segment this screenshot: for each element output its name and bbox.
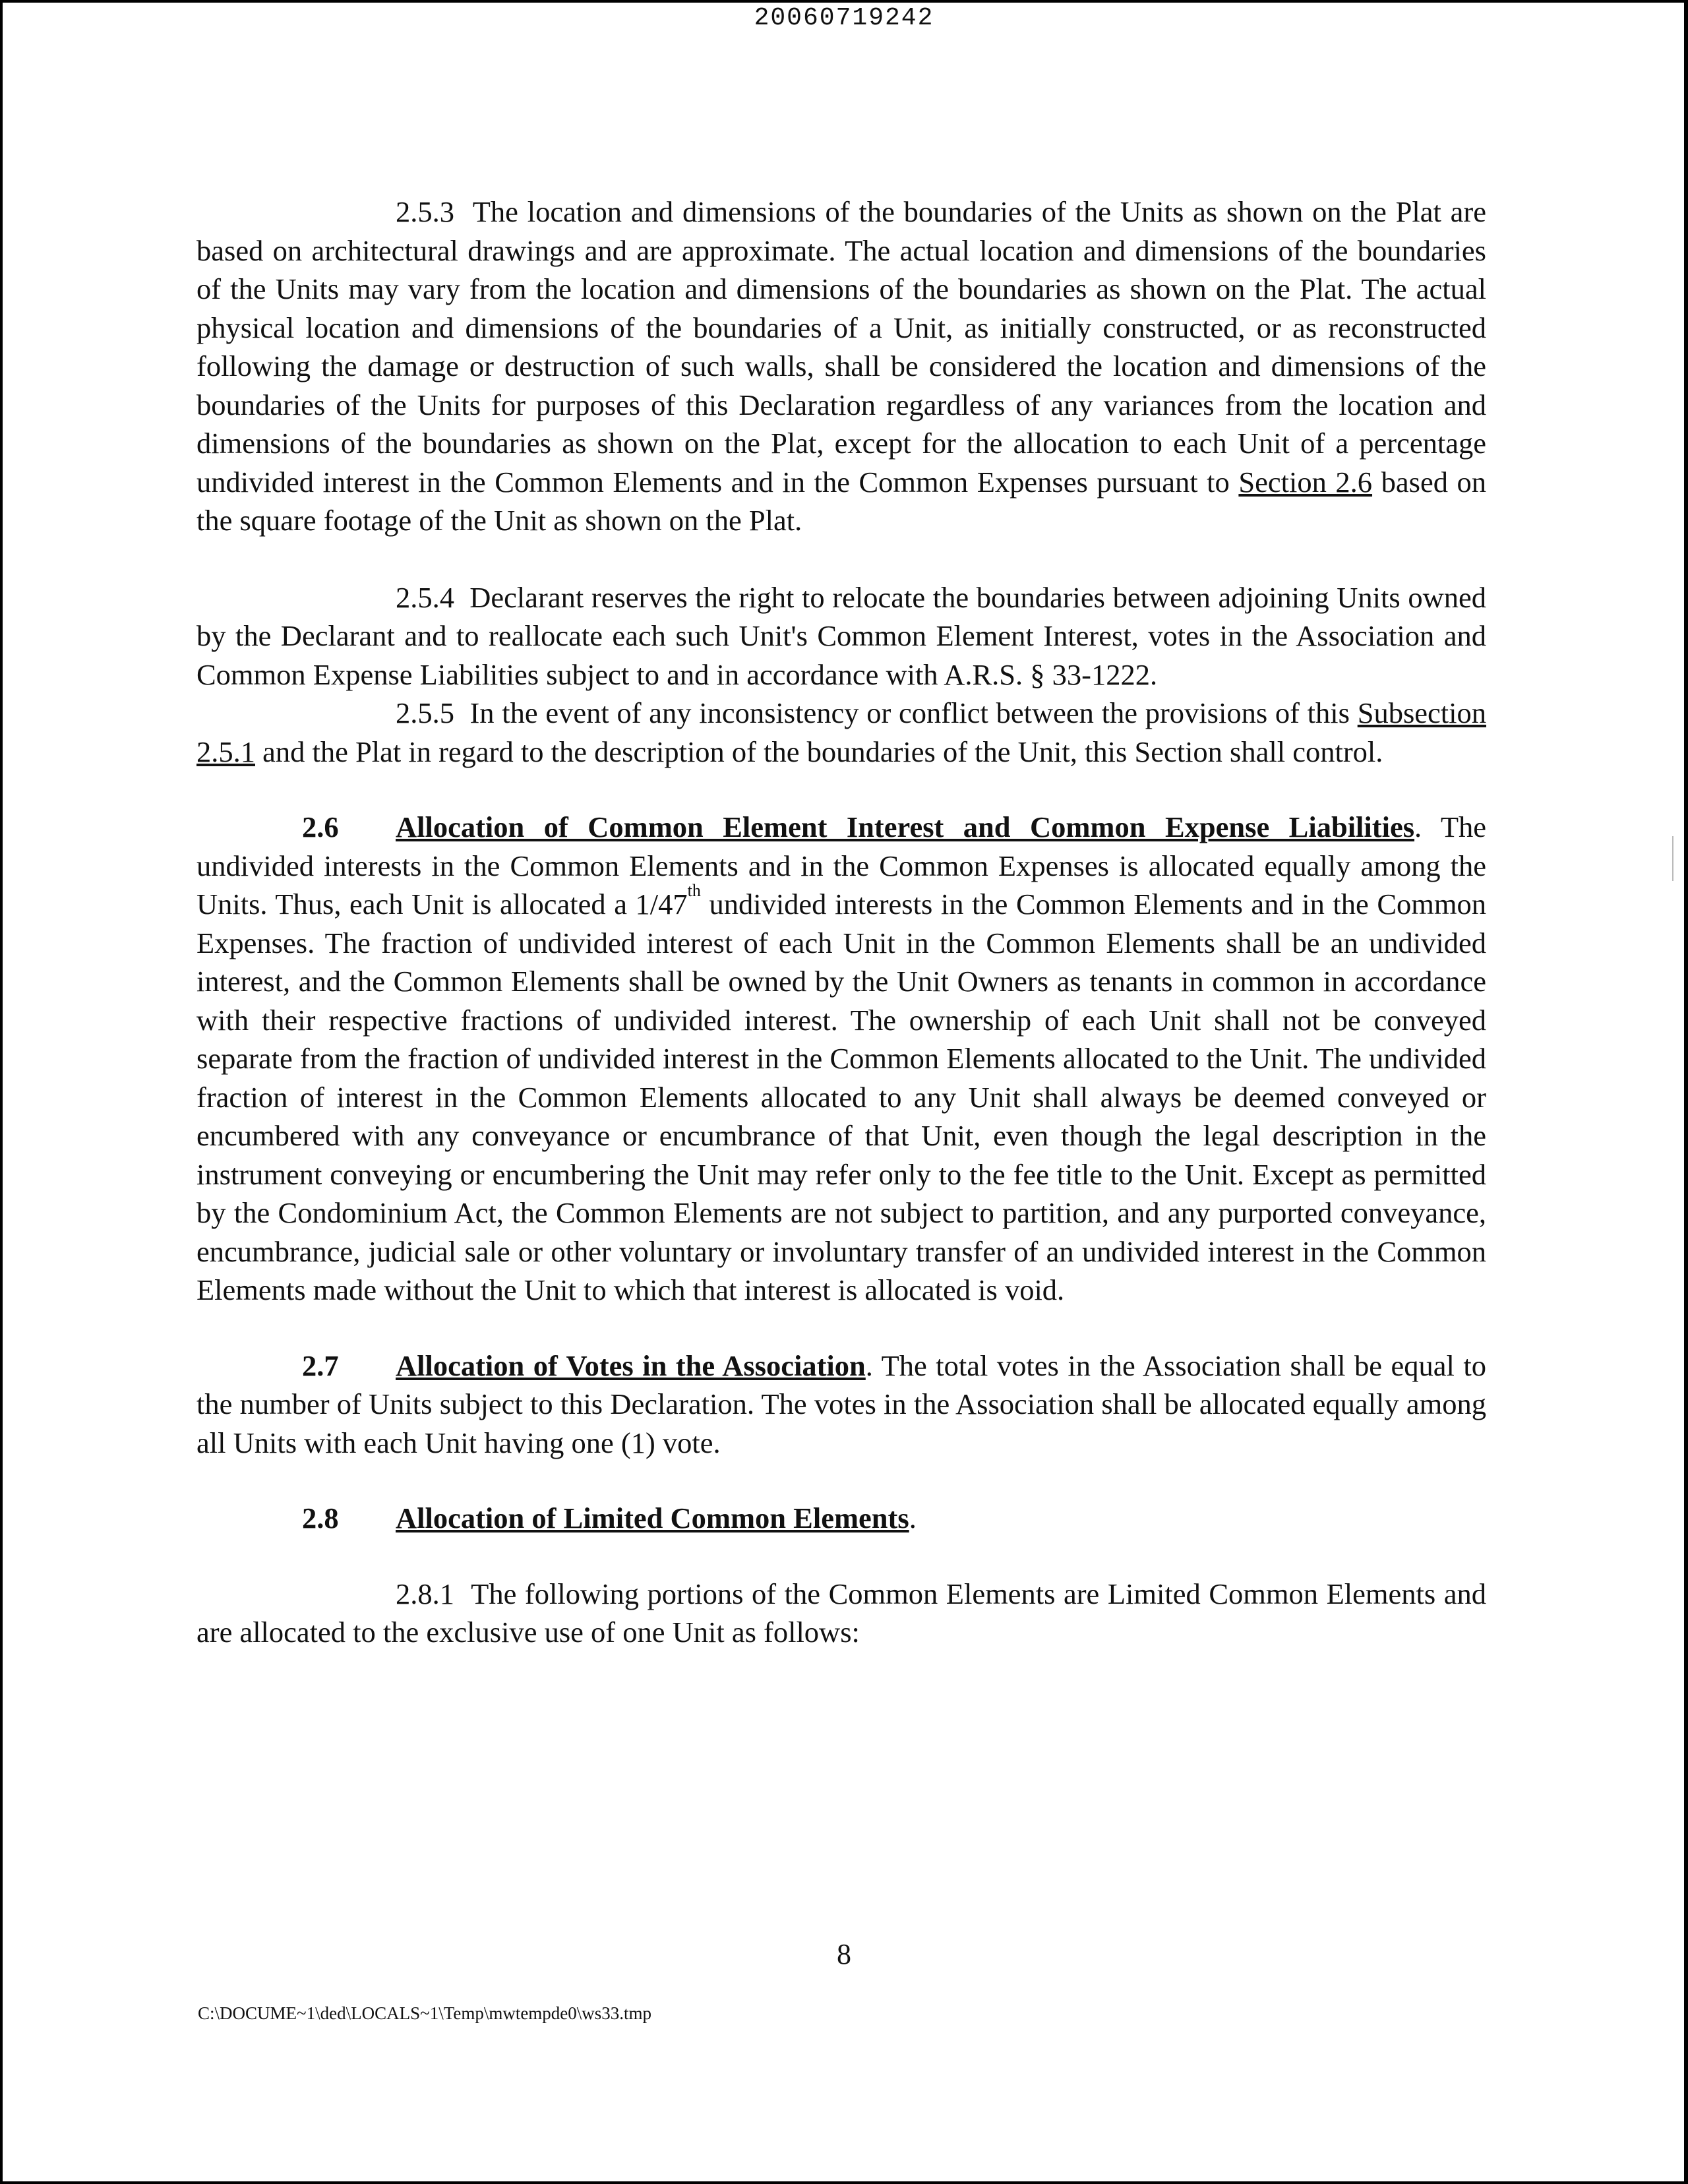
- paragraph-2-5-5: [196, 694, 1486, 771]
- heading-period: .: [1414, 810, 1422, 843]
- cross-reference-section-2-6: Section 2.6: [1238, 465, 1373, 499]
- section-number: 2.7: [302, 1349, 339, 1382]
- file-path-footer: C:\DOCUME~1\ded\LOCALS~1\Temp\mwtempde0\ws33.tmp: [198, 2003, 652, 2023]
- cross-reference-subsection-2-5-1: Subsection 2.5.1: [196, 696, 1487, 768]
- scan-border-left: [0, 0, 3, 2184]
- section-heading: Allocation of Limited Common Elements: [396, 1502, 909, 1534]
- paragraph-2-8-1: [196, 1575, 1486, 1652]
- section-number: 2.5.5: [396, 696, 454, 729]
- document-body: [196, 193, 1486, 1652]
- section-heading: Allocation of Common Element Interest and Common Expense Liabilities: [396, 810, 1415, 843]
- superscript-th: th: [687, 881, 701, 900]
- paragraph-2-7: [196, 1347, 1486, 1463]
- scan-edge-mark: [1672, 836, 1673, 881]
- section-number: 2.8: [302, 1502, 339, 1534]
- paragraph-2-8: [196, 1499, 1486, 1538]
- paragraph-2-6: [196, 808, 1486, 1310]
- paragraph-text: The total votes in the Association shall be equal to the number of Units subject to this Declaration. The votes in the Association shall be allocated equally among all Units with each Unit having one (1) vote.: [196, 1349, 1486, 1459]
- paragraph-text: The following portions of the Common Elements are Limited Common Elements and are allocated to the exclusive use of one Unit as follows:: [196, 1577, 1486, 1649]
- page-number: 8: [837, 1938, 851, 1970]
- section-number: 2.5.3: [396, 195, 454, 228]
- scan-border-bottom: [0, 2181, 1688, 2184]
- paragraph-2-5-4: [196, 578, 1486, 694]
- heading-period: .: [909, 1502, 917, 1534]
- paragraph-text: undivided interests in the Common Elements and in the Common Expenses. The fraction of undivided interest of each Unit in the Common Elements shall be an undivided interest, and the Common Elements shall be owned by the Unit Owners as tenants in common in accordance with their respective fractions of undivided interest. The ownership of each Unit shall not be conveyed separate from the fraction of undivided interest in the Common Elements allocated to the Unit. The undivided fraction of interest in the Common Elements allocated to any Unit shall always be deemed conveyed or encumbered with any conveyance or encumbrance of that Unit, even though the legal description in the instrument conveying or encumbering the Unit may refer only to the fee title to the Unit. Except as permitted by the Condominium Act, the Common Elements are not subject to partition, and any purported conveyance, encumbrance, judicial sale or other voluntary or involuntary transfer of an undivided interest in the Common Elements made without the Unit to which that interest is allocated is void.: [196, 888, 1486, 1306]
- document-number: 20060719242: [754, 4, 934, 32]
- paragraph-text: based on the square footage of the Unit as shown on the Plat.: [196, 465, 1487, 537]
- paragraph-text: The undivided interests in the Common Elements and in the Common Expenses is allocated equally among the Units. Thus, each Unit is allocated a 1/47: [196, 810, 1486, 921]
- paragraph-text: In the event of any inconsistency or conflict between the provisions of this: [469, 696, 1350, 729]
- scan-border-top: [0, 0, 1688, 3]
- paragraph-text: The location and dimensions of the boundaries of the Units as shown on the Plat are based on architectural drawings and are approximate. The actual location and dimensions of the boundaries of the Units may vary from the location and dimensions of the boundaries as shown on the Plat. The actual physical location and dimensions of the boundaries of a Unit, as initially constructed, or as reconstructed following the damage or destruction of such walls, shall be considered the location and dimensions of the boundaries of the Units for purposes of this Declaration regardless of any variances from the location and dimensions of the boundaries as shown on the Plat, except for the allocation to each Unit of a percentage undivided interest in the Common Elements and in the Common Expenses pursuant to: [196, 195, 1487, 499]
- section-number: 2.6: [302, 810, 339, 843]
- scan-border-right: [1684, 0, 1688, 2184]
- paragraph-text: Declarant reserves the right to relocate the boundaries between adjoining Units owned by the Declarant and to reallocate each such Unit's Common Element Interest, votes in the Association and Common Expense Liabilities subject to and in accordance with A.R.S. § 33-1222.: [196, 580, 1486, 691]
- paragraph-2-5-3: [196, 193, 1486, 540]
- paragraph-text: and the Plat in regard to the description of the boundaries of the Unit, this Section shall control.: [262, 735, 1383, 768]
- heading-period: .: [865, 1349, 873, 1382]
- section-number: 2.5.4: [396, 580, 454, 614]
- section-heading: Allocation of Votes in the Association: [396, 1349, 866, 1382]
- section-number: 2.8.1: [396, 1577, 454, 1610]
